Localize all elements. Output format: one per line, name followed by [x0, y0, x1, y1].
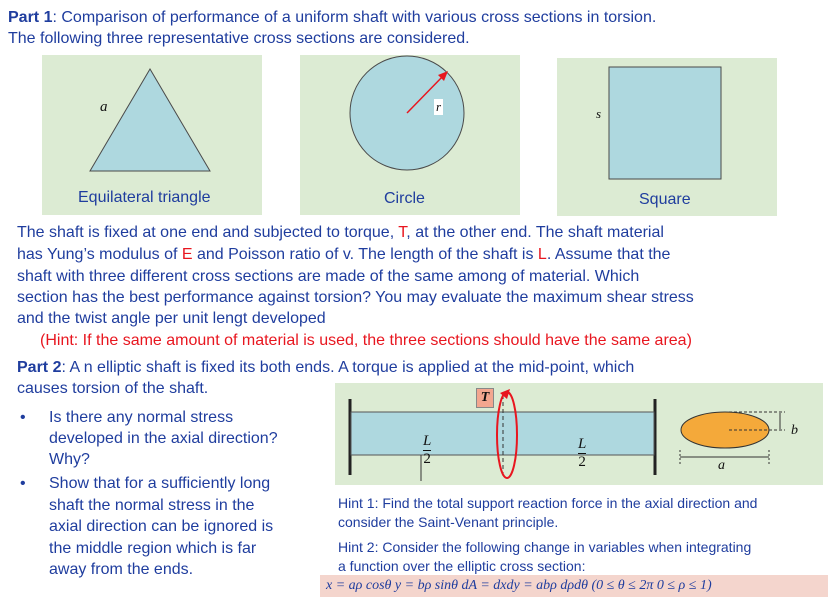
triangle-shape: [90, 69, 210, 171]
hint-line: (Hint: If the same amount of material is used, the three sections should have the same area): [40, 332, 692, 349]
hint2-line1: Hint 2: Consider the following change in variables when integrating: [338, 539, 752, 555]
part2-heading: Part 2: A n elliptic shaft is fixed its both ends. A torque is applied at the mid-point, which: [17, 359, 635, 376]
part1-label: Part 1: [8, 9, 53, 26]
body-line-5: and the twist angle per unit lengt developed: [17, 310, 326, 327]
b-dim-label: b: [791, 423, 798, 438]
triangle-dim-label: a: [100, 99, 108, 115]
square-panel: [557, 58, 777, 216]
bullet-dot-1: •: [20, 409, 26, 426]
part2-line2: causes torsion of the shaft.: [17, 380, 209, 397]
circle-panel: [300, 55, 520, 215]
circle-caption: Circle: [384, 190, 425, 207]
circle-dim-label: r: [436, 99, 442, 114]
torque-label: T: [476, 388, 494, 408]
hint2-line2: a function over the elliptic cross section:: [338, 558, 586, 574]
square-dim-label: s: [596, 106, 602, 121]
shaft-figure-panel: [335, 383, 823, 485]
bullet-1: Is there any normal stress developed in the axial direction? Why?: [49, 409, 278, 468]
square-caption: Square: [639, 191, 691, 208]
square-shape: [609, 67, 721, 179]
body-line-1: The shaft is fixed at one end and subjected to torque, T, at the other end. The shaft material: [17, 224, 664, 241]
part1-heading: [8, 8, 656, 28]
body-line-3: shaft with three different cross sections are made of the same among of material. Which: [17, 268, 640, 285]
hint1-line2: consider the Saint-Venant principle.: [338, 514, 559, 530]
left-fraction: L 2: [423, 433, 432, 467]
a-dim-label: a: [718, 458, 725, 473]
hint1-line1: Hint 1: Find the total support reaction force in the axial direction and: [338, 495, 758, 511]
bullet-2: Show that for a sufficiently long shaft the normal stress in the axial direction can be ignored is the middle region which is far away from the ends.: [49, 475, 274, 578]
right-fraction: L 2: [578, 436, 587, 470]
triangle-caption: Equilateral triangle: [78, 189, 211, 206]
part1-subtitle: The following three representative cross sections are considered.: [8, 30, 470, 47]
triangle-panel: [42, 55, 262, 215]
bullet-dot-2: •: [20, 475, 26, 492]
formula-box: x = aρ cosθ y = bρ sinθ dA = dxdy = abρ dρdθ (0 ≤ θ ≤ 2π 0 ≤ ρ ≤ 1): [320, 575, 828, 597]
body-line-2: has Yung’s modulus of E and Poisson ratio of v. The length of the shaft is L. Assume that the: [17, 246, 671, 263]
body-line-4: section has the best performance against torsion? You may evaluate the maximum shear stress: [17, 289, 694, 306]
part1-title: : Comparison of performance of a uniform shaft with various cross sections in torsion.: [52, 9, 657, 26]
